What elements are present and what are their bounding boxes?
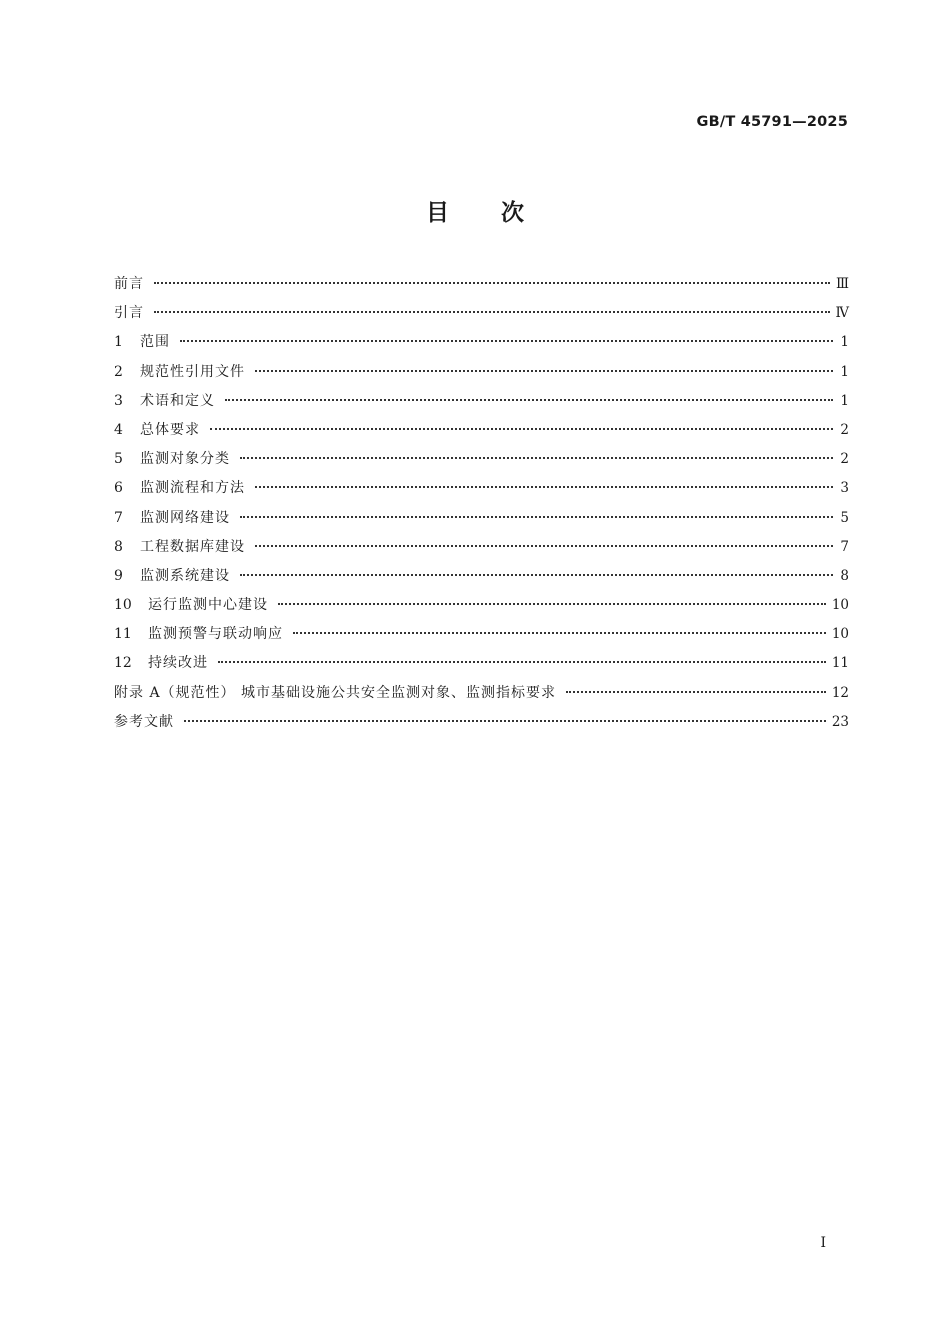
toc-entry-page: Ⅲ: [835, 276, 849, 292]
toc-entry-number: 7: [114, 509, 123, 526]
toc-entry-label: 引言: [114, 305, 144, 322]
toc-entry-label: 运行监测中心建设: [148, 597, 268, 614]
toc-entry-label: 总体要求: [140, 421, 200, 438]
toc-entry-11[interactable]: [114, 620, 849, 649]
toc-entry-introduction[interactable]: [114, 299, 849, 328]
toc-entry-page: 1: [840, 392, 849, 409]
toc-entry-bibliography[interactable]: [114, 708, 849, 737]
toc-entry-label: 附录 A（规范性） 城市基础设施公共安全监测对象、监测指标要求: [114, 684, 557, 701]
toc-entry-page: 11: [831, 655, 849, 672]
toc-entry-page: 8: [840, 567, 849, 584]
dot-leader: [184, 720, 826, 722]
dot-leader: [566, 691, 826, 693]
dot-leader: [240, 516, 833, 518]
toc-entry-label: 参考文献: [114, 713, 174, 730]
dot-leader: [154, 311, 830, 313]
toc-entry-number: 8: [114, 538, 123, 555]
toc-title: [0, 194, 950, 227]
toc-entry-2[interactable]: [114, 358, 849, 387]
toc-entry-9[interactable]: [114, 562, 849, 591]
toc-entry-label: 前言: [114, 276, 144, 292]
toc-entry-page: 1: [840, 363, 849, 380]
toc-entry-label: 术语和定义: [140, 392, 215, 409]
toc-entry-page: 10: [831, 626, 849, 643]
toc-entry-page: 10: [831, 597, 849, 614]
toc-list: [114, 270, 849, 737]
toc-entry-12[interactable]: [114, 649, 849, 678]
toc-entry-number: 4: [114, 421, 123, 438]
toc-entry-6[interactable]: [114, 474, 849, 503]
page-number: I: [820, 1235, 826, 1251]
dot-leader: [240, 574, 833, 576]
toc-entry-number: 6: [114, 480, 123, 497]
toc-entry-label: 监测对象分类: [140, 451, 230, 468]
dot-leader: [255, 370, 833, 372]
toc-entry-label: 监测预警与联动响应: [148, 626, 283, 643]
toc-entry-number: 5: [114, 451, 123, 468]
toc-entry-page: 3: [840, 480, 849, 497]
toc-entry-label: 范围: [140, 334, 170, 351]
dot-leader: [225, 399, 833, 401]
toc-entry-page: Ⅳ: [835, 305, 849, 322]
toc-entry-page: 2: [840, 421, 849, 438]
toc-entry-number: 1: [114, 334, 123, 351]
dot-leader: [154, 282, 830, 284]
toc-entry-1[interactable]: [114, 328, 849, 357]
toc-entry-number: 2: [114, 363, 123, 380]
toc-entry-10[interactable]: [114, 591, 849, 620]
toc-entry-3[interactable]: [114, 387, 849, 416]
toc-entry-5[interactable]: [114, 445, 849, 474]
toc-entry-number: 12: [114, 655, 132, 672]
toc-entry-4[interactable]: [114, 416, 849, 445]
dot-leader: [180, 340, 833, 342]
toc-entry-page: 2: [840, 451, 849, 468]
toc-entry-number: 9: [114, 567, 123, 584]
toc-entry-7[interactable]: [114, 504, 849, 533]
toc-entry-label: 工程数据库建设: [140, 538, 245, 555]
toc-entry-number: 3: [114, 392, 123, 409]
toc-title-char-1: 目: [426, 200, 449, 226]
dot-leader: [278, 603, 826, 605]
toc-entry-page: 5: [840, 509, 849, 526]
toc-entry-page: 1: [840, 334, 849, 351]
toc-entry-label: 监测系统建设: [140, 567, 230, 584]
toc-entry-label: 持续改进: [148, 655, 208, 672]
toc-entry-number: 11: [114, 626, 132, 643]
dot-leader: [255, 486, 833, 488]
toc-entry-page: 23: [831, 713, 849, 730]
toc-entry-label: 规范性引用文件: [140, 363, 245, 380]
toc-entry-page: 12: [831, 684, 849, 701]
toc-entry-label: 监测流程和方法: [140, 480, 245, 497]
toc-title-char-2: 次: [501, 200, 524, 226]
dot-leader: [210, 428, 833, 430]
dot-leader: [218, 661, 826, 663]
toc-entry-appendix-a[interactable]: [114, 679, 849, 708]
toc-entry-page: 7: [840, 538, 849, 555]
dot-leader: [240, 457, 833, 459]
toc-entry-label: 监测网络建设: [140, 509, 230, 526]
toc-entry-number: 10: [114, 597, 132, 614]
toc-entry-8[interactable]: [114, 533, 849, 562]
standard-code: GB/T 45791—2025: [696, 114, 848, 130]
toc-entry-foreword[interactable]: [114, 270, 849, 299]
dot-leader: [255, 545, 833, 547]
dot-leader: [293, 632, 826, 634]
